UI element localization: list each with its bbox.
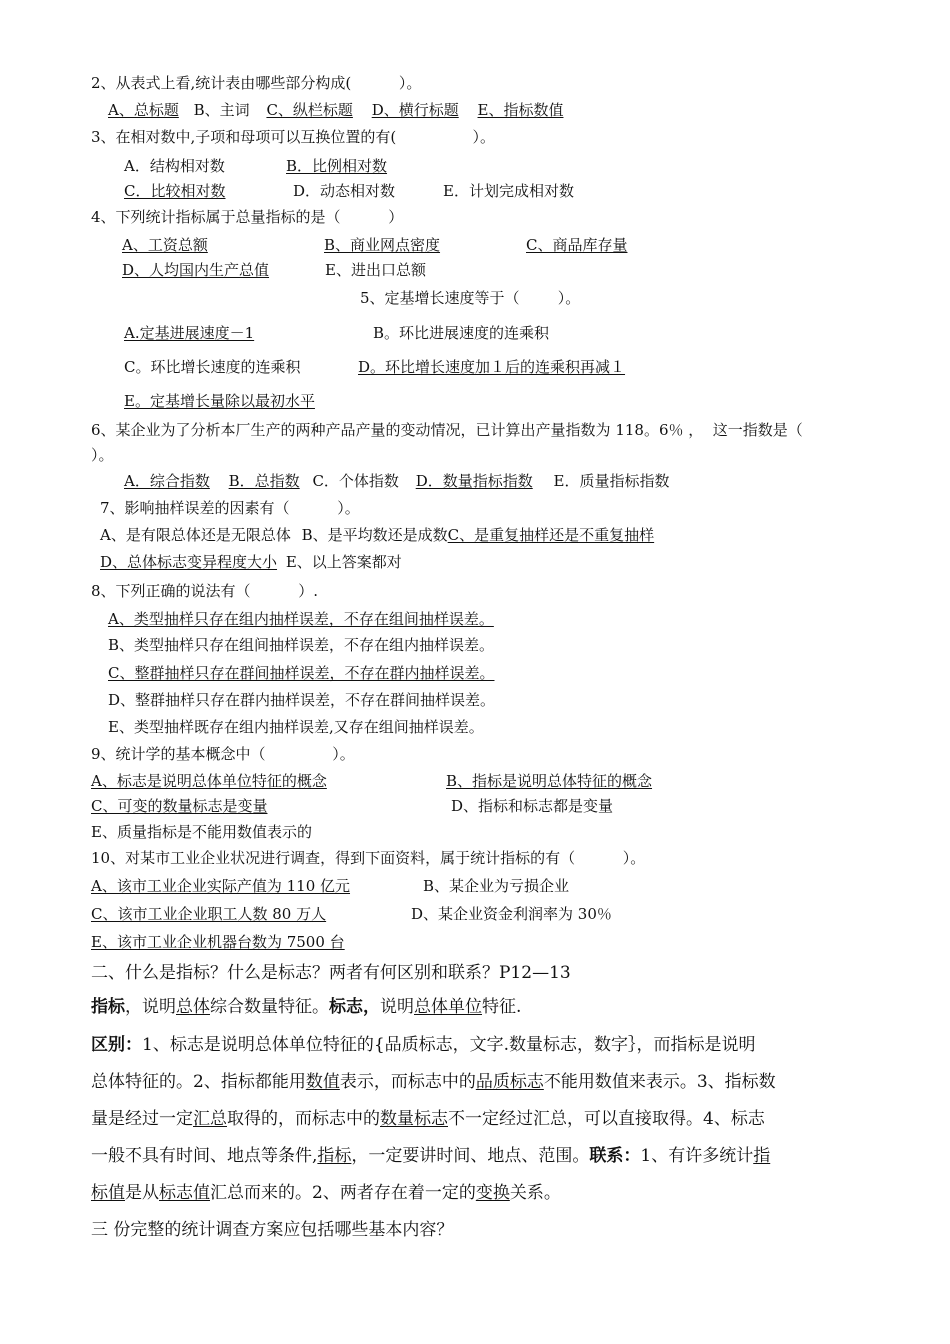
q6-option-d: D．数量指标指数 (415, 472, 533, 490)
q3-option-b: B．比例相对数 (286, 157, 388, 175)
q9-option-c: C、可变的数量标志是变量 (91, 797, 268, 815)
text: 1、有许多统计 (640, 1146, 754, 1166)
q6-option-e: E．质量指标指数 (553, 472, 670, 490)
text: 不一定经过汇总，可以直接取得。4、标志 (448, 1109, 765, 1129)
difference-line-4 (91, 1145, 770, 1167)
q7-options-row1 (100, 526, 654, 544)
q2-option-c: C、纵栏标题 (266, 101, 353, 119)
q5-option-c: C。环比增长速度的连乘积 (124, 358, 301, 376)
text: 关系。 (509, 1183, 561, 1203)
q9-stem: 9、统计学的基本概念中（ ）。 (91, 745, 355, 763)
q5-stem: 5、定基增长速度等于（ ）。 (360, 289, 581, 307)
q4-option-d: D、人均国内生产总值 (122, 261, 270, 279)
q6-option-a: A．综合指数 (124, 472, 210, 490)
underlined-text: 数值 (305, 1072, 340, 1092)
q8-option-a: A、类型抽样只存在组内抽样误差，不存在组间抽样误差。 (108, 610, 494, 628)
term-zhibiao: 指标 (91, 997, 125, 1017)
q6-stem: 6、某企业为了分析本厂生产的两种产品产量的变动情况，已计算出产量指数为 118。6％ ， 这一指数是（ (91, 421, 803, 439)
underlined-text: 指 (753, 1146, 771, 1166)
q5-option-d: D。环比增长速度加１后的连乘积再减１ (358, 358, 626, 376)
q9-option-b: B、指标是说明总体特征的概念 (446, 772, 653, 790)
q8-option-d: D、整群抽样只存在群内抽样误差，不存在群间抽样误差。 (108, 691, 496, 709)
section2-definitions (91, 996, 521, 1018)
q2-stem: 2、从表式上看,统计表由哪些部分构成( ）。 (91, 74, 422, 92)
underlined-text: 标值 (91, 1183, 125, 1203)
text: 取得的，而标志中的 (227, 1109, 380, 1129)
def-text: 特征. (482, 997, 522, 1017)
q3-option-a: A．结构相对数 (124, 157, 225, 175)
def-underline: 总体 (176, 997, 210, 1017)
section2-title: 二、什么是指标？什么是标志？两者有何区别和联系？P12—13 (91, 963, 571, 983)
underlined-text: 指标 (317, 1146, 352, 1166)
q4-stem: 4、下列统计指标属于总量指标的是（ ） (91, 208, 404, 226)
q7-stem: 7、影响抽样误差的因素有（ ）。 (100, 499, 360, 517)
text: 是从 (125, 1183, 159, 1203)
def-text: 综合数量特征。 (210, 997, 329, 1017)
def-text: 说明 (380, 997, 414, 1017)
difference-line-1 (91, 1034, 756, 1056)
q6-option-c: C．个体指数 (312, 472, 399, 490)
q2-option-d: D、横行标题 (371, 101, 459, 119)
q7-option-d: D、总体标志变异程度大小 (100, 553, 278, 571)
q3-option-e: E．计划完成相对数 (443, 182, 574, 200)
q8-option-c: C、整群抽样只存在群间抽样误差，不存在群内抽样误差。 (108, 664, 495, 682)
def-text: ，说明 (125, 997, 176, 1017)
q7-option-e: E、以上答案都对 (285, 553, 402, 571)
underlined-text: 标志值 (159, 1183, 210, 1203)
q4-option-a: A、工资总额 (122, 236, 208, 254)
q2-options (108, 101, 563, 119)
def-underline: 总体单位 (414, 997, 482, 1017)
text: ，一定要讲时间、地点、范围。 (351, 1146, 590, 1166)
q4-option-c: C、商品库存量 (526, 236, 628, 254)
text: 量是经过一定 (91, 1109, 193, 1129)
q10-stem: 10、对某市工业企业状况进行调查，得到下面资料，属于统计指标的有（ ）。 (91, 849, 646, 867)
underlined-text: 汇总 (193, 1109, 227, 1129)
difference-line-2 (91, 1071, 776, 1093)
q6-option-b: B．总指数 (228, 472, 300, 490)
text: 一般不具有时间、地点等条件, (91, 1146, 318, 1166)
q2-option-a: A、总标题 (108, 101, 179, 119)
q10-option-b: B、某企业为亏损企业 (423, 877, 570, 895)
q7-option-a: A、是有限总体还是无限总体 (100, 526, 291, 544)
q9-option-e: E、质量指标是不能用数值表示的 (91, 823, 312, 841)
q10-option-a: A、该市工业企业实际产值为 110 亿元 (91, 877, 351, 895)
q4-option-b: B、商业网点密度 (324, 236, 441, 254)
underlined-text: 品质标志 (475, 1072, 544, 1092)
q4-option-e: E、进出口总额 (325, 261, 426, 279)
text: 表示，而标志中的 (339, 1072, 476, 1092)
q10-option-c: C、该市工业企业职工人数 80 万人 (91, 905, 327, 923)
q3-option-d: D．动态相对数 (293, 182, 396, 200)
q3-stem: 3、在相对数中,子项和母项可以互换位置的有( ）。 (91, 128, 495, 146)
underlined-text: 数量标志 (380, 1109, 448, 1129)
label-difference: 区别： (91, 1035, 142, 1055)
q5-option-e: E。定基增长量除以最初水平 (124, 392, 315, 410)
q3-option-c: C．比较相对数 (124, 182, 226, 200)
q8-option-e: E、类型抽样既存在组内抽样误差,又存在组间抽样误差。 (108, 718, 484, 736)
text: 总体特征的。2、指标都能用 (91, 1072, 306, 1092)
text: 汇总而来的。2、两者存在着一定的 (210, 1183, 476, 1203)
q2-option-e: E、指标数值 (477, 101, 564, 119)
q8-stem: 8、下列正确的说法有（ ）. (91, 582, 318, 600)
q10-option-d: D、某企业资金利润率为 30％ (411, 905, 612, 923)
q6-stem-end: ）。 (91, 446, 114, 464)
label-relation: 联系： (589, 1146, 641, 1166)
section3-title: 三 份完整的统计调查方案应包括哪些基本内容？ (91, 1220, 454, 1240)
q9-option-d: D、指标和标志都是变量 (451, 797, 614, 815)
q7-option-c: C、是重复抽样还是不重复抽样 (447, 526, 655, 544)
q7-options-row2 (100, 553, 402, 571)
term-biaozhi: 标志， (329, 997, 380, 1017)
text: 不能用数值来表示。3、指标数 (543, 1072, 776, 1092)
text: 1、标志是说明总体单位特征的{品质标志，文字.数量标志，数字｝，而指标是说明 (142, 1035, 756, 1055)
q5-option-a: A.定基进展速度－1 (124, 324, 255, 342)
difference-line-3 (91, 1108, 765, 1130)
q8-option-b: B、类型抽样只存在组间抽样误差，不存在组内抽样误差。 (108, 636, 495, 654)
underlined-text: 变换 (475, 1183, 510, 1203)
q5-option-b: B。环比进展速度的连乘积 (373, 324, 550, 342)
difference-line-5 (91, 1182, 561, 1204)
q10-option-e: E、该市工业企业机器台数为 7500 台 (91, 933, 345, 951)
q9-option-a: A、标志是说明总体单位特征的概念 (91, 772, 327, 790)
q2-option-b: B、主词 (193, 101, 250, 119)
q7-option-b: B、是平均数还是成数 (301, 526, 448, 544)
q6-options (124, 472, 669, 490)
